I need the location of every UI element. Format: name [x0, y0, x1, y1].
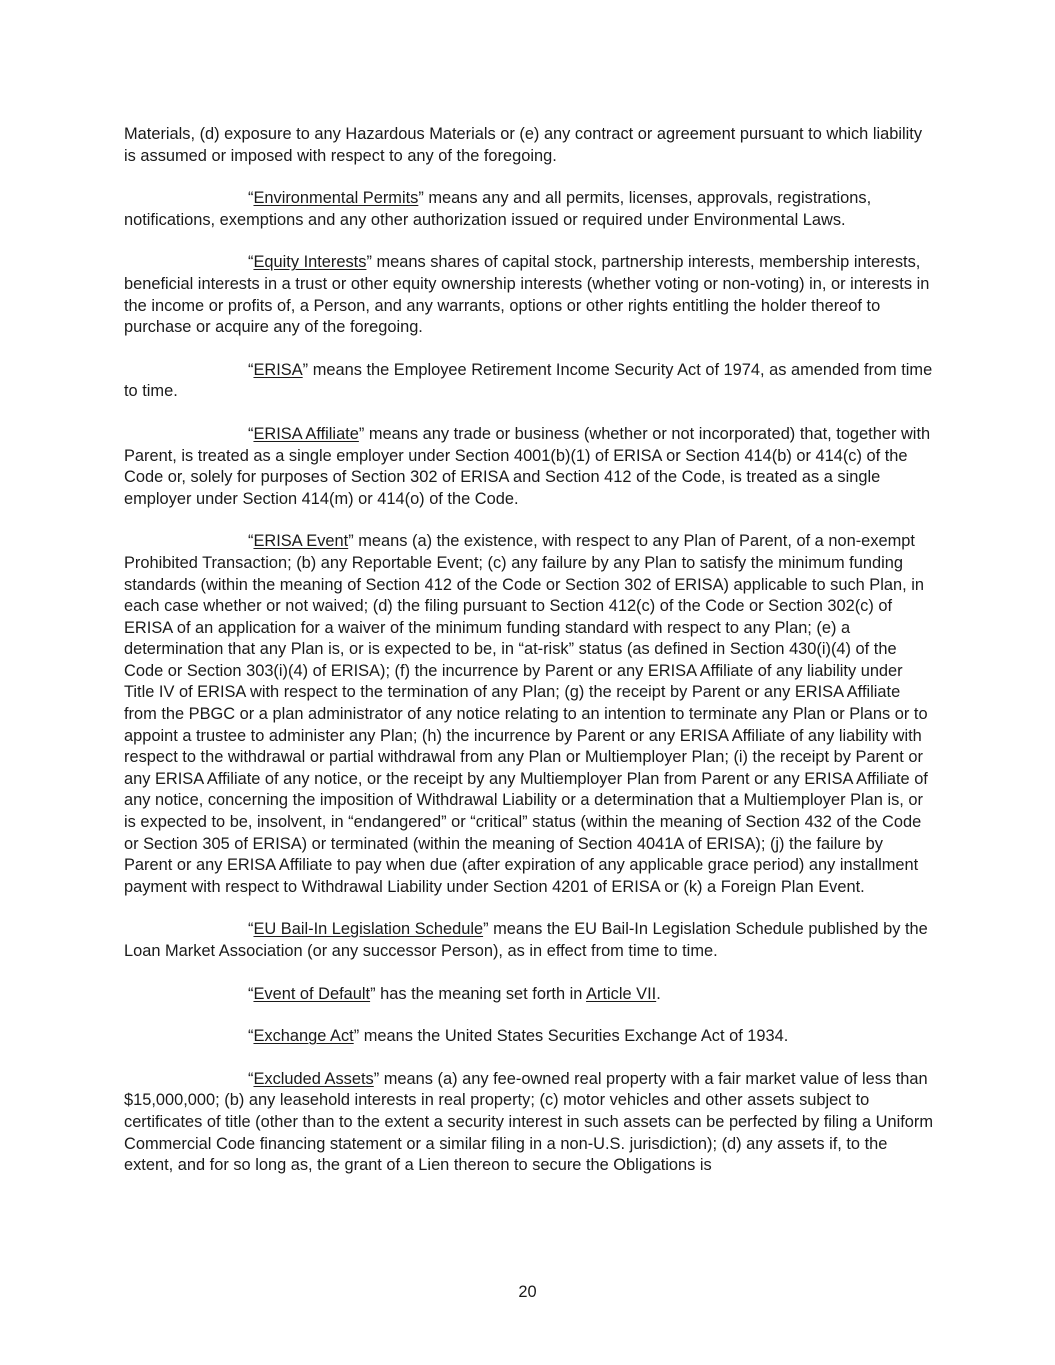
open-quote: “	[248, 920, 254, 939]
defined-term: ERISA	[253, 360, 303, 379]
open-quote: “	[248, 1027, 254, 1046]
close-quote: ”	[302, 360, 309, 379]
definition-exchange-act	[124, 1026, 934, 1048]
page-number: 20	[518, 1283, 537, 1301]
close-quote: ”	[418, 189, 424, 208]
open-quote: “	[248, 189, 254, 208]
open-quote: “	[248, 253, 254, 272]
definition-body: means (a) any fee-owned real property with a fair market value of less than $15,000,000; (b) any leasehold interests in real property; (c) motor vehicles and other assets subject to certificates of title (other than to the extent a security interest in such assets can be perfected by filing a Uniform Commercial Code financing statement or a similar filing in a non-U.S. jurisdiction); (d) any assets if, to the extent, and for so long as, the grant of a Lien thereon to secure the Obligations is	[124, 1069, 934, 1175]
definition-environmental-permits	[124, 188, 934, 231]
open-quote: “	[248, 532, 254, 551]
close-quote: ”	[353, 1027, 360, 1046]
close-quote: ”	[366, 253, 372, 272]
defined-term: Environmental Permits	[253, 189, 419, 208]
definition-body: means shares of capital stock, partnership interests, membership interests, beneficial interests in a trust or other equity ownership interests (whether voting or non-voting) in, or interests in the income or profits of, a Person, and any warrants, options or other rights entitling the holder thereof to purchase or acquire any of the foregoing.	[124, 253, 930, 337]
defined-term: ERISA Event	[253, 532, 349, 551]
definition-body: means the EU Bail-In Legislation Schedule published by the Loan Market Association (or any successor Person), as in effect from time to time.	[124, 920, 928, 960]
open-quote: “	[248, 1069, 254, 1088]
definition-body: means any trade or business (whether or not incorporated) that, together with Parent, is treated as a single employer under Section 4001(b)(1) of ERISA or Section 414(b) or 414(c) of the Code or, solely for purposes of Section 302 of ERISA and Section 412 of the Code, is treated as a single employer under Section 414(m) or 414(o) of the Code.	[124, 424, 931, 508]
definition-body: has the meaning set forth in	[375, 984, 587, 1003]
definition-erisa	[124, 360, 934, 403]
definition-excluded-assets	[124, 1069, 934, 1177]
defined-term: Excluded Assets	[253, 1069, 374, 1088]
definition-erisa-event	[124, 531, 934, 898]
article-reference: Article VII	[586, 984, 657, 1003]
definition-body: means any and all permits, licenses, approvals, registrations, notifications, exemptions and any other authorization issued or required under Environmental Laws.	[124, 189, 872, 229]
defined-term: Equity Interests	[253, 253, 367, 272]
definition-body: means the Employee Retirement Income Security Act of 1974, as amended from time to time.	[124, 360, 933, 401]
defined-term: EU Bail-In Legislation Schedule	[253, 920, 484, 939]
open-quote: “	[248, 360, 254, 379]
close-quote: ”	[483, 920, 489, 939]
open-quote: “	[248, 984, 254, 1003]
definition-event-of-default	[124, 984, 934, 1006]
open-quote: “	[248, 424, 254, 443]
defined-term: Event of Default	[253, 984, 371, 1003]
definition-erisa-affiliate	[124, 424, 934, 510]
close-quote: ”	[373, 1069, 380, 1088]
defined-term: Exchange Act	[253, 1027, 354, 1046]
defined-term: ERISA Affiliate	[253, 424, 359, 443]
definition-trail: .	[656, 984, 661, 1003]
definition-equity-interests	[124, 252, 934, 338]
definition-eu-bail-in-legislation-schedule	[124, 919, 934, 962]
intro-paragraph: Materials, (d) exposure to any Hazardous Materials or (e) any contract or agreement pursuant to which liability is assumed or imposed with respect to any of the foregoing.	[124, 125, 923, 165]
close-quote: ”	[358, 424, 365, 443]
close-quote: ”	[370, 984, 376, 1003]
document-page	[124, 124, 934, 1198]
definition-body: means the United States Securities Exchange Act of 1934.	[359, 1027, 789, 1046]
close-quote: ”	[348, 532, 354, 551]
definition-body: means (a) the existence, with respect to any Plan of Parent, of a non-exempt Prohibited Transaction; (b) any Reportable Event; (c) any failure by any Plan to satisfy the minimum funding standards (within the meaning of Section 412 of the Code or Section 302 of ERISA) applicable to such Plan, in each case whether or not waived; (d) the filing pursuant to Section 412(c) of the Code or Section 302(c) of ERISA of an application for a waiver of the minimum funding standard with respect to any Plan; (e) a determination that any Plan is, or is expected to be, in “at-risk” status (as defined in Section 430(i)(4) of the Code or Section 303(i)(4) of ERISA); (f) the incurrence by Parent or any ERISA Affiliate of any liability under Title IV of ERISA with respect to the termination of any Plan; (g) the receipt by Parent or any ERISA Affiliate from the PBGC or a plan administrator of any notice relating to an intention to terminate any Plan or Plans or to appoint a trustee to administer any Plan; (h) the incurrence by Parent or any ERISA Affiliate of any liability with respect to the withdrawal or partial withdrawal from any Plan or Multiemployer Plan; (i) the receipt by Parent or any ERISA Affiliate of any notice, or the receipt by any Multiemployer Plan from Parent or any ERISA Affiliate of any notice, concerning the imposition of Withdrawal Liability or a determination that a Multiemployer Plan is, or is expected to be, insolvent, in “endangered” or “critical” status (within the meaning of Section 432 of the Code or Section 305 of ERISA) or terminated (within the meaning of Section 4041A of ERISA); (j) the failure by Parent or any ERISA Affiliate to pay when due (after expiration of any applicable grace period) any installment payment with respect to Withdrawal Liability under Section 4201 of ERISA or (k) a Foreign Plan Event.	[124, 532, 928, 896]
